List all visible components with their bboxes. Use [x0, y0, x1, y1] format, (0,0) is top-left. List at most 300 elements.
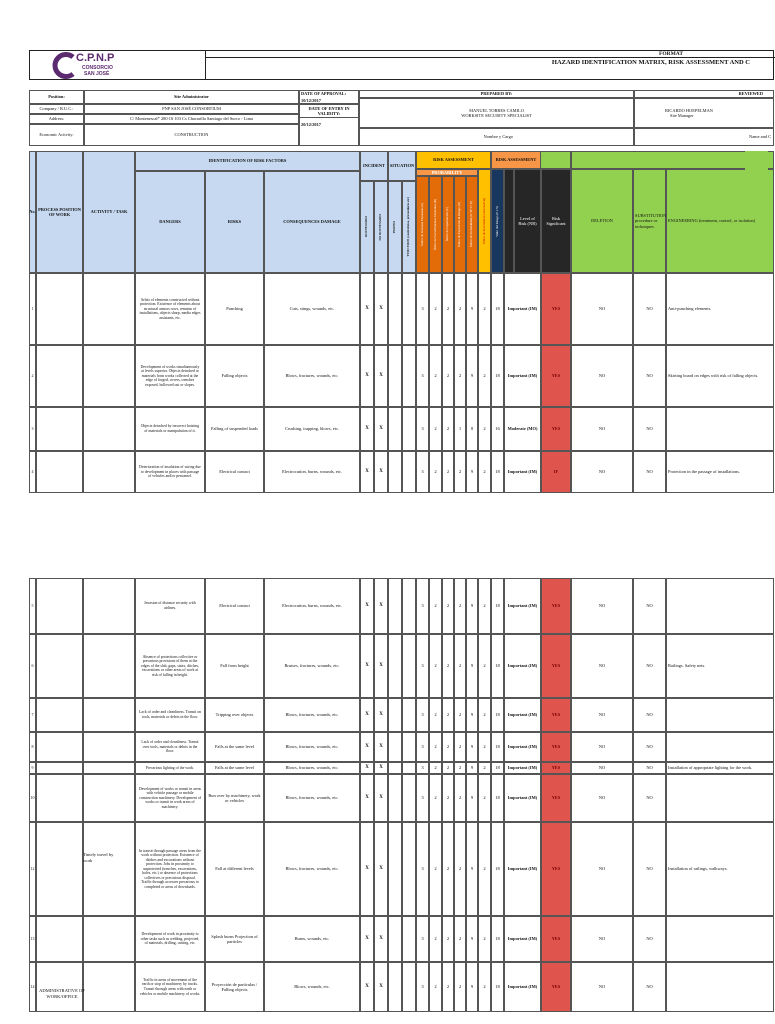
- incident-header: INCIDENT: [360, 151, 388, 181]
- cell-inc: X: [360, 407, 374, 451]
- company-label: Company / R.U.C.:: [29, 104, 84, 114]
- cell-a: 3: [416, 345, 429, 407]
- cell-eng: [666, 698, 774, 732]
- cell-danger: Deterioration of insulation of wiring due to development in places with passage of vehicles and/or personnel.: [135, 451, 205, 493]
- cell-cons: Electrocution, burns, wounds, etc.: [264, 451, 360, 493]
- cell-thr: [402, 407, 416, 451]
- cell-f: 2: [478, 451, 491, 493]
- cell-a: 3: [416, 732, 429, 762]
- cell-act: [83, 345, 135, 407]
- cell-level: Moderate (MO): [504, 407, 541, 451]
- col-risks-header: RISKS: [205, 171, 264, 273]
- cell-sit: X: [374, 916, 388, 962]
- cell-eng: [666, 774, 774, 822]
- cell-level: Important (IM): [504, 345, 541, 407]
- cell-proc: [36, 916, 83, 962]
- reviewer-name: RICARDO HOEPELMAN: [665, 107, 713, 113]
- cell-danger: Development of works or transit in areas with vehicle passage or mobile construction machinery. Development of works or transit in work areas of machinery.: [135, 774, 205, 822]
- cell-e: 9: [466, 962, 478, 1012]
- cell-no: 4: [29, 451, 36, 493]
- table-row: [29, 762, 774, 774]
- reviewer-role: Site Manager: [670, 113, 694, 118]
- admin-label: ADMINISTRATIVE OF WORK/OFFICE: [39, 988, 85, 999]
- cell-g: 18: [491, 451, 504, 493]
- cell-b: 2: [429, 916, 442, 962]
- cell-proc: [36, 698, 83, 732]
- document-title: HAZARD IDENTIFICATION MATRIX, RISK ASSESSMENT AND C: [551, 59, 750, 66]
- non-routine-header: NO ROUTINARIO: [374, 181, 388, 273]
- identification-header: IDENTIFICATION OF RISK FACTORS: [135, 151, 360, 171]
- logo-text-sub2: SAN JOSÉ: [84, 71, 110, 77]
- cell-sit: X: [374, 407, 388, 451]
- cell-d: 2: [454, 345, 466, 407]
- cell-a: 3: [416, 774, 429, 822]
- cell-sub: NO: [633, 698, 666, 732]
- cell-a: 3: [416, 698, 429, 732]
- cell-danger: Development of works simultaneously at levels superior. Objects detached or materials from works collected at the edge of forged, covers, trenches exposed, hollowed out or slopes.: [135, 345, 205, 407]
- cell-thr: [402, 273, 416, 345]
- cell-del: NO: [571, 698, 633, 732]
- cell-cons: Blows, wounds, etc.: [264, 962, 360, 1012]
- cell-g: 18: [491, 732, 504, 762]
- value-header: [504, 169, 514, 273]
- cell-level: Important (IM): [504, 732, 541, 762]
- cell-own: [388, 762, 402, 774]
- cell-proc: [36, 345, 83, 407]
- cell-danger: Traffic in areas of movement of the earth or stop of machinery by trucks. Transit through areas with earth or vehicles or mobile machinery of works.: [135, 962, 205, 1012]
- cell-inc: X: [360, 273, 374, 345]
- cell-cons: Blows, fractures, wounds, etc.: [264, 698, 360, 732]
- cell-e: 9: [466, 774, 478, 822]
- cell-g: 18: [491, 916, 504, 962]
- cell-cons: Blows, fractures, wounds, etc.: [264, 732, 360, 762]
- cell-act: [83, 634, 135, 698]
- rows-block-b: [29, 578, 774, 1012]
- green-spacer: [541, 151, 571, 169]
- cell-risk: Fall at different levels: [205, 822, 264, 916]
- cell-risk: Proyección de partículas / Falling objects: [205, 962, 264, 1012]
- cell-danger: Absence of protections collective or precarious provisions of them at the edges of the slab, gaps, stairs, ditches, excavations or other areas of work at risk of falling in height.: [135, 634, 205, 698]
- cell-sit: X: [374, 822, 388, 916]
- situation-header: SITUATION: [388, 151, 416, 181]
- cell-level: Important (IM): [504, 634, 541, 698]
- cell-d: 1: [454, 407, 466, 451]
- table-row: [29, 578, 774, 634]
- cell-act: [83, 822, 135, 916]
- cell-e: 9: [466, 732, 478, 762]
- cell-no: 6: [29, 634, 36, 698]
- p7-header: Valor del Riesgo (P x S): [491, 169, 504, 273]
- cell-inc: X: [360, 698, 374, 732]
- cell-own: [388, 451, 402, 493]
- cell-e: 9: [466, 822, 478, 916]
- cell-b: 2: [429, 762, 442, 774]
- cell-b: 2: [429, 822, 442, 916]
- cell-own: [388, 345, 402, 407]
- cell-danger: Precarious lighting of the work.: [135, 762, 205, 774]
- cell-proc: [36, 578, 83, 634]
- document-header: [29, 50, 774, 80]
- cell-sit: X: [374, 451, 388, 493]
- cell-b: 2: [429, 634, 442, 698]
- cell-no: 1: [29, 273, 36, 345]
- cell-a: 3: [416, 634, 429, 698]
- cell-g: 18: [491, 698, 504, 732]
- cell-g: 18: [491, 345, 504, 407]
- table-row: [29, 407, 774, 451]
- cell-cons: Cuts, stings, wounds, etc.: [264, 273, 360, 345]
- cell-sig: YES: [541, 732, 571, 762]
- cell-d: 2: [454, 774, 466, 822]
- cell-own: [388, 273, 402, 345]
- logo-text-sub1: CONSORCIO: [82, 65, 113, 71]
- cell-eng: [666, 732, 774, 762]
- p1-header: Índice de Personas Expuestas (A): [416, 176, 429, 273]
- cell-sub: NO: [633, 774, 666, 822]
- cell-d: 2: [454, 762, 466, 774]
- cell-b: 2: [429, 345, 442, 407]
- cell-own: [388, 916, 402, 962]
- p5-header: Índice de Probabilidad (A+B+C+D): [466, 176, 478, 273]
- cell-sit: X: [374, 634, 388, 698]
- cell-act: [83, 273, 135, 345]
- validity-value: 20/12/2017: [301, 122, 322, 127]
- cell-thr: [402, 451, 416, 493]
- cell-sig: YES: [541, 774, 571, 822]
- risk-assessment-header: RISK ASSESSMENT: [416, 151, 491, 169]
- cell-act: [83, 962, 135, 1012]
- cell-risk: Falling objects: [205, 345, 264, 407]
- cell-level: Important (IM): [504, 916, 541, 962]
- cell-sit: X: [374, 962, 388, 1012]
- cell-danger: Lack of order and cleanliness. Transit over tools, materials or debris in the floor.: [135, 732, 205, 762]
- cell-cons: Burns, wounds, etc.: [264, 916, 360, 962]
- cell-act: [83, 407, 135, 451]
- p2-header: Índice de Procedimientos Existentes (B): [429, 176, 442, 273]
- risk-assessment-header-2: RISK ASSESSMENT: [491, 151, 541, 169]
- engineering-header: ENGINEERING (treatment, control, or isolation): [666, 169, 774, 273]
- col-activity-header: ACTIVITY / TASK: [83, 151, 135, 273]
- cell-c: 2: [442, 774, 454, 822]
- cell-thr: [402, 634, 416, 698]
- name-and-label: Name and C: [634, 128, 774, 146]
- cell-c: 2: [442, 578, 454, 634]
- cell-risk: Falls at the same level: [205, 762, 264, 774]
- cell-inc: X: [360, 578, 374, 634]
- cell-d: 2: [454, 962, 466, 1012]
- table-row: [29, 774, 774, 822]
- validity-label: DATE OF ENTRY IN VALIDITY:: [299, 104, 359, 118]
- info-block: [29, 90, 774, 146]
- cell-sit: X: [374, 774, 388, 822]
- cell-no: 9: [29, 762, 36, 774]
- address-label: Address:: [29, 114, 84, 124]
- cell-sit: X: [374, 698, 388, 732]
- cell-level: Important (IM): [504, 451, 541, 493]
- cell-d: 2: [454, 634, 466, 698]
- cell-sub: NO: [633, 345, 666, 407]
- cell-c: 2: [442, 407, 454, 451]
- cell-risk: Run over by machinery, work or vehicles: [205, 774, 264, 822]
- cell-cons: Blows, fractures, wounds, etc.: [264, 822, 360, 916]
- cell-sig: YES: [541, 916, 571, 962]
- cell-proc: [36, 634, 83, 698]
- table-row: [29, 273, 774, 345]
- cell-e: 9: [466, 578, 478, 634]
- cell-risk: Tripping over objects: [205, 698, 264, 732]
- cell-thr: [402, 774, 416, 822]
- cell-proc: [36, 774, 83, 822]
- cell-b: 2: [429, 273, 442, 345]
- cell-thr: [402, 345, 416, 407]
- cell-proc: [36, 407, 83, 451]
- cell-a: 3: [416, 822, 429, 916]
- rows-block-a: [29, 273, 774, 493]
- cell-thr: [402, 578, 416, 634]
- activity-value: CONSTRUCTION: [84, 124, 299, 146]
- cell-f: 2: [478, 273, 491, 345]
- cell-e: 9: [466, 762, 478, 774]
- cell-level: Important (IM): [504, 762, 541, 774]
- cell-f: 2: [478, 578, 491, 634]
- position-value: Site Administrator: [84, 90, 299, 104]
- table-row: [29, 634, 774, 698]
- cell-e: 9: [466, 345, 478, 407]
- cell-own: [388, 407, 402, 451]
- cell-b: 2: [429, 578, 442, 634]
- position-label: Position:: [29, 90, 84, 104]
- cell-act: [83, 762, 135, 774]
- cell-proc: [36, 962, 83, 1012]
- col-no-header: No.: [29, 151, 36, 273]
- cell-eng: [666, 407, 774, 451]
- cell-cons: Blows, fractures, wounds, etc.: [264, 762, 360, 774]
- cell-del: NO: [571, 634, 633, 698]
- cell-d: 2: [454, 273, 466, 345]
- timely-travel-label: Timely travel by work: [83, 852, 114, 863]
- preparer-block: [359, 98, 634, 128]
- significant-header: Risk Significant: [541, 169, 571, 273]
- cell-sit: X: [374, 578, 388, 634]
- cell-act: [83, 732, 135, 762]
- third-header: TERCEROS (contratistas, proveedores etc): [402, 181, 416, 273]
- cell-sit: X: [374, 732, 388, 762]
- level-header: Level of Risk (NR): [514, 169, 541, 273]
- cell-a: 3: [416, 407, 429, 451]
- cell-del: NO: [571, 822, 633, 916]
- cell-del: NO: [571, 774, 633, 822]
- cell-inc: X: [360, 916, 374, 962]
- cell-c: 2: [442, 698, 454, 732]
- cell-inc: X: [360, 962, 374, 1012]
- cell-act: [83, 916, 135, 962]
- validity-value-cell: [299, 118, 359, 146]
- cell-sig: YES: [541, 345, 571, 407]
- cell-thr: [402, 822, 416, 916]
- cell-g: 18: [491, 822, 504, 916]
- cell-eng: Installation of appropriate lighting for the work.: [666, 762, 774, 774]
- cell-risk: Splash burns Projection of particles: [205, 916, 264, 962]
- cell-sit: X: [374, 273, 388, 345]
- own-header: PROPIO: [388, 181, 402, 273]
- cell-own: [388, 822, 402, 916]
- cell-no: 2: [29, 345, 36, 407]
- cell-no: 7: [29, 698, 36, 732]
- cell-c: 2: [442, 634, 454, 698]
- cell-eng: Installation of railings, walkways.: [666, 822, 774, 916]
- deletion-header: DELETION: [571, 169, 633, 273]
- cell-sig: YES: [541, 962, 571, 1012]
- cell-inc: X: [360, 762, 374, 774]
- cell-cons: Bruises, fractures, wounds, etc.: [264, 634, 360, 698]
- cell-inc: X: [360, 345, 374, 407]
- cell-danger: Lack of order and cleanliness. Transit on tools, materials or debris in the floor.: [135, 698, 205, 732]
- cell-danger: Arbitr of elements constructed without protection. Existence of elements about structural armors rows, remains of installations, objects sharp, media edges assistants, etc.: [135, 273, 205, 345]
- cell-inc: X: [360, 732, 374, 762]
- table-row: [29, 732, 774, 762]
- cell-sit: X: [374, 762, 388, 774]
- prepared-by-label: PREPARED BY:: [359, 90, 634, 98]
- cell-own: [388, 774, 402, 822]
- cell-thr: [402, 732, 416, 762]
- logo: [30, 51, 206, 79]
- cell-d: 2: [454, 698, 466, 732]
- cell-own: [388, 962, 402, 1012]
- cell-e: 9: [466, 451, 478, 493]
- cell-sub: NO: [633, 634, 666, 698]
- cell-e: 9: [466, 273, 478, 345]
- cell-cons: Crushing, trapping, blows, etc.: [264, 407, 360, 451]
- cell-thr: [402, 962, 416, 1012]
- approval-label: DATE OF APPROVAL:: [299, 90, 359, 104]
- cell-proc: [36, 762, 83, 774]
- cell-cons: Blows, fractures, wounds, etc.: [264, 774, 360, 822]
- cell-level: Important (IM): [504, 822, 541, 916]
- cell-no: 3: [29, 407, 36, 451]
- cell-sub: NO: [633, 762, 666, 774]
- cell-f: 2: [478, 732, 491, 762]
- cell-del: NO: [571, 732, 633, 762]
- cell-c: 2: [442, 273, 454, 345]
- cell-g: 16: [491, 407, 504, 451]
- cell-f: 2: [478, 345, 491, 407]
- table-row: [29, 345, 774, 407]
- probability-header: PROBABILITY: [416, 169, 478, 176]
- cell-thr: [402, 916, 416, 962]
- cell-own: [388, 698, 402, 732]
- activity-label: Economic Activity:: [29, 124, 84, 146]
- cell-risk: Fall from height: [205, 634, 264, 698]
- cell-own: [388, 732, 402, 762]
- cell-f: 2: [478, 407, 491, 451]
- cell-d: 2: [454, 451, 466, 493]
- cell-b: 2: [429, 732, 442, 762]
- cell-d: 2: [454, 916, 466, 962]
- cell-sig: YES: [541, 273, 571, 345]
- cell-sub: NO: [633, 578, 666, 634]
- cell-del: NO: [571, 451, 633, 493]
- cell-act: [83, 578, 135, 634]
- preparer-role: WORKSITE SECURITY SPECIALIST: [461, 113, 532, 118]
- cell-level: Important (IM): [504, 774, 541, 822]
- cell-g: 18: [491, 634, 504, 698]
- reviewed-label: REVIEWED: [634, 90, 774, 98]
- cell-eng: [666, 578, 774, 634]
- cell-a: 3: [416, 762, 429, 774]
- matrix-header: [29, 151, 774, 273]
- cell-g: 18: [491, 762, 504, 774]
- cell-risk: Falling of suspended loads: [205, 407, 264, 451]
- cell-inc: X: [360, 822, 374, 916]
- cell-f: 2: [478, 762, 491, 774]
- cell-level: Important (IM): [504, 962, 541, 1012]
- cell-no: 10: [29, 774, 36, 822]
- cell-no: 8: [29, 732, 36, 762]
- cell-sub: NO: [633, 451, 666, 493]
- name-cargo-label: Nombre y Cargo: [359, 128, 634, 146]
- cell-e: 8: [466, 407, 478, 451]
- table-row: [29, 451, 774, 493]
- p4-header: Índice de Exposición al Riesgo (D): [454, 176, 466, 273]
- cell-a: 3: [416, 578, 429, 634]
- cell-eng: Skirting board on edges with risk of falling objects.: [666, 345, 774, 407]
- cell-act: [83, 451, 135, 493]
- cell-c: 2: [442, 916, 454, 962]
- cell-c: 2: [442, 762, 454, 774]
- cell-b: 2: [429, 962, 442, 1012]
- cell-d: 2: [454, 822, 466, 916]
- cell-inc: X: [360, 451, 374, 493]
- cell-e: 9: [466, 916, 478, 962]
- cell-del: NO: [571, 962, 633, 1012]
- cell-level: Important (IM): [504, 273, 541, 345]
- cell-g: 18: [491, 962, 504, 1012]
- cell-eng: [666, 916, 774, 962]
- cell-b: 2: [429, 698, 442, 732]
- cell-proc: [36, 732, 83, 762]
- cell-a: 3: [416, 962, 429, 1012]
- cell-sig: YES: [541, 762, 571, 774]
- cell-proc: [36, 822, 83, 916]
- cell-thr: [402, 698, 416, 732]
- cell-d: 2: [454, 732, 466, 762]
- p6-header: Índice de Severidad (Consecuencia): [478, 169, 491, 273]
- cell-a: 3: [416, 451, 429, 493]
- col-dangers-header: DANGERS: [135, 171, 205, 273]
- col-consequences-header: CONSEQUENCES DAMAGE: [264, 171, 360, 273]
- address-value: C/ Montenescal* 280 Of 103 Cs Chacarilla Santiago del Surco - Lima: [84, 114, 299, 124]
- cell-sub: NO: [633, 273, 666, 345]
- cell-danger: In transit through passage areas from the work without protection. Existence of ditches and excavations without protection. Jobs in proximity to unprotected (trenches, excavations, holes, etc.) or absence of protections collectives or precarious disposal. Traffic through accesses precarious to completed or areas of downloads.: [135, 822, 205, 916]
- cell-c: 2: [442, 345, 454, 407]
- cell-no: 14: [29, 962, 36, 1012]
- cell-eng: Protection in the passage of installations.: [666, 451, 774, 493]
- format-label: FORMAT: [206, 51, 775, 58]
- cell-sig: YES: [541, 698, 571, 732]
- cell-c: 2: [442, 732, 454, 762]
- cell-e: 9: [466, 634, 478, 698]
- cell-own: [388, 578, 402, 634]
- cell-d: 2: [454, 578, 466, 634]
- cell-del: NO: [571, 407, 633, 451]
- cell-del: NO: [571, 916, 633, 962]
- cell-f: 2: [478, 698, 491, 732]
- cell-eng: [666, 962, 774, 1012]
- cell-a: 3: [416, 273, 429, 345]
- cell-level: Important (IM): [504, 578, 541, 634]
- cell-no: 13: [29, 916, 36, 962]
- cell-sig: YES: [541, 634, 571, 698]
